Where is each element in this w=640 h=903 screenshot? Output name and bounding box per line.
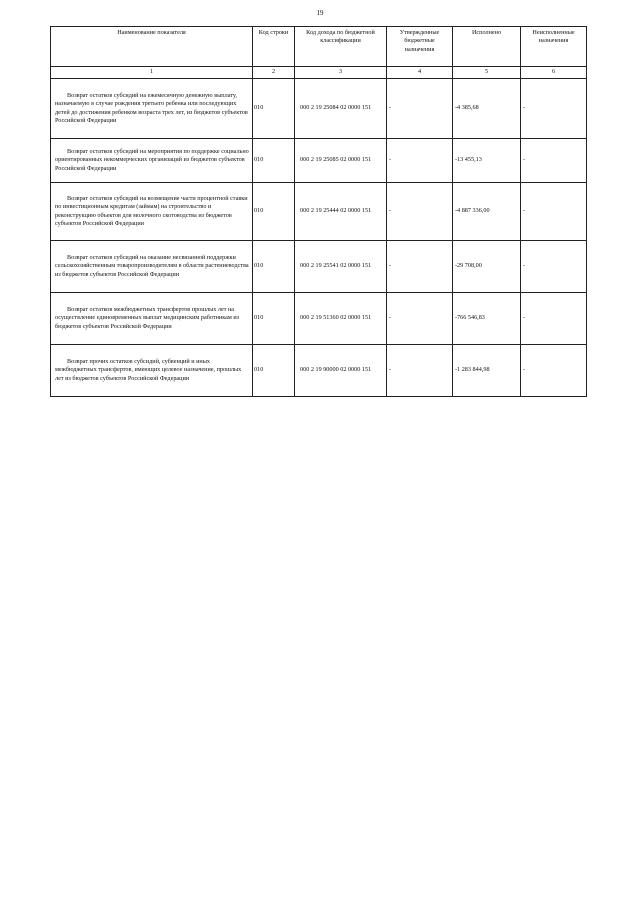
column-number: 1 bbox=[51, 67, 253, 79]
column-number: 5 bbox=[453, 67, 521, 79]
column-number: 6 bbox=[521, 67, 587, 79]
income-code: 000 2 19 25541 02 0000 151 bbox=[295, 241, 387, 293]
line-code: 010 bbox=[253, 183, 295, 241]
line-code: 010 bbox=[253, 139, 295, 183]
table-row bbox=[51, 241, 587, 293]
table-header-row bbox=[51, 27, 587, 67]
approved-value: - bbox=[387, 139, 453, 183]
line-code: 010 bbox=[253, 79, 295, 139]
column-number: 3 bbox=[295, 67, 387, 79]
unexecuted-value: - bbox=[521, 79, 587, 139]
table-row bbox=[51, 79, 587, 139]
table-row bbox=[51, 293, 587, 345]
header-unexecuted: Неисполненные назначения bbox=[521, 27, 587, 67]
column-number-row bbox=[51, 67, 587, 79]
unexecuted-value: - bbox=[521, 241, 587, 293]
income-code: 000 2 19 90000 02 0000 151 bbox=[295, 345, 387, 397]
header-indicator-name: Наименование показателя bbox=[51, 27, 253, 67]
line-code: 010 bbox=[253, 241, 295, 293]
indicator-name: Возврат остатков субсидий на возмещение части процентной ставки по инвестиционным кредитам (займам) на строительство и реконструкцию объектов для молочного скотоводства из бюджетов субъектов Российской Федерации bbox=[51, 183, 253, 241]
income-code: 000 2 19 25444 02 0000 151 bbox=[295, 183, 387, 241]
executed-value: -1 283 844,98 bbox=[453, 345, 521, 397]
approved-value: - bbox=[387, 183, 453, 241]
approved-value: - bbox=[387, 345, 453, 397]
unexecuted-value: - bbox=[521, 345, 587, 397]
unexecuted-value: - bbox=[521, 293, 587, 345]
budget-execution-table bbox=[50, 26, 587, 397]
header-executed: Исполнено bbox=[453, 27, 521, 67]
executed-value: -766 546,83 bbox=[453, 293, 521, 345]
approved-value: - bbox=[387, 241, 453, 293]
indicator-name: Возврат остатков субсидий на ежемесячную денежную выплату, назначаемую в случае рождения третьего ребенка или последующих детей до достижения ребенком возраста трех лет, из бюджетов субъектов Российской Федерации bbox=[51, 79, 253, 139]
unexecuted-value: - bbox=[521, 183, 587, 241]
column-number: 2 bbox=[253, 67, 295, 79]
approved-value: - bbox=[387, 293, 453, 345]
table-row bbox=[51, 345, 587, 397]
header-approved: Утвержденные бюджетные назначения bbox=[387, 27, 453, 67]
income-code: 000 2 19 51360 02 0000 151 bbox=[295, 293, 387, 345]
column-number: 4 bbox=[387, 67, 453, 79]
indicator-name: Возврат остатков субсидий на оказание несвязанной поддержки сельскохозяйственным товаропроизводителям в области растениеводства из бюджетов субъектов Российской Федерации bbox=[51, 241, 253, 293]
line-code: 010 bbox=[253, 345, 295, 397]
income-code: 000 2 19 25085 02 0000 151 bbox=[295, 139, 387, 183]
indicator-name: Возврат остатков межбюджетных трансфертов прошлых лет на осуществление единовременных выплат медицинским работникам из бюджетов субъектов Российской Федерации bbox=[51, 293, 253, 345]
executed-value: -4 385,68 bbox=[453, 79, 521, 139]
unexecuted-value: - bbox=[521, 139, 587, 183]
income-code: 000 2 19 25084 02 0000 151 bbox=[295, 79, 387, 139]
page-number: 19 bbox=[316, 9, 324, 17]
header-income-code: Код дохода по бюджетной классификации bbox=[295, 27, 387, 67]
indicator-name: Возврат прочих остатков субсидий, субвенций и иных межбюджетных трансфертов, имеющих целевое назначение, прошлых лет из бюджетов субъектов Российской Федерации bbox=[51, 345, 253, 397]
line-code: 010 bbox=[253, 293, 295, 345]
indicator-name: Возврат остатков субсидий на мероприятия по поддержке социально ориентированных некоммерческих организаций из бюджетов субъектов Российской Федерации bbox=[51, 139, 253, 183]
table-row bbox=[51, 139, 587, 183]
executed-value: -13 455,13 bbox=[453, 139, 521, 183]
approved-value: - bbox=[387, 79, 453, 139]
header-line-code: Код строки bbox=[253, 27, 295, 67]
executed-value: -29 708,00 bbox=[453, 241, 521, 293]
executed-value: -4 887 336,00 bbox=[453, 183, 521, 241]
table-row bbox=[51, 183, 587, 241]
